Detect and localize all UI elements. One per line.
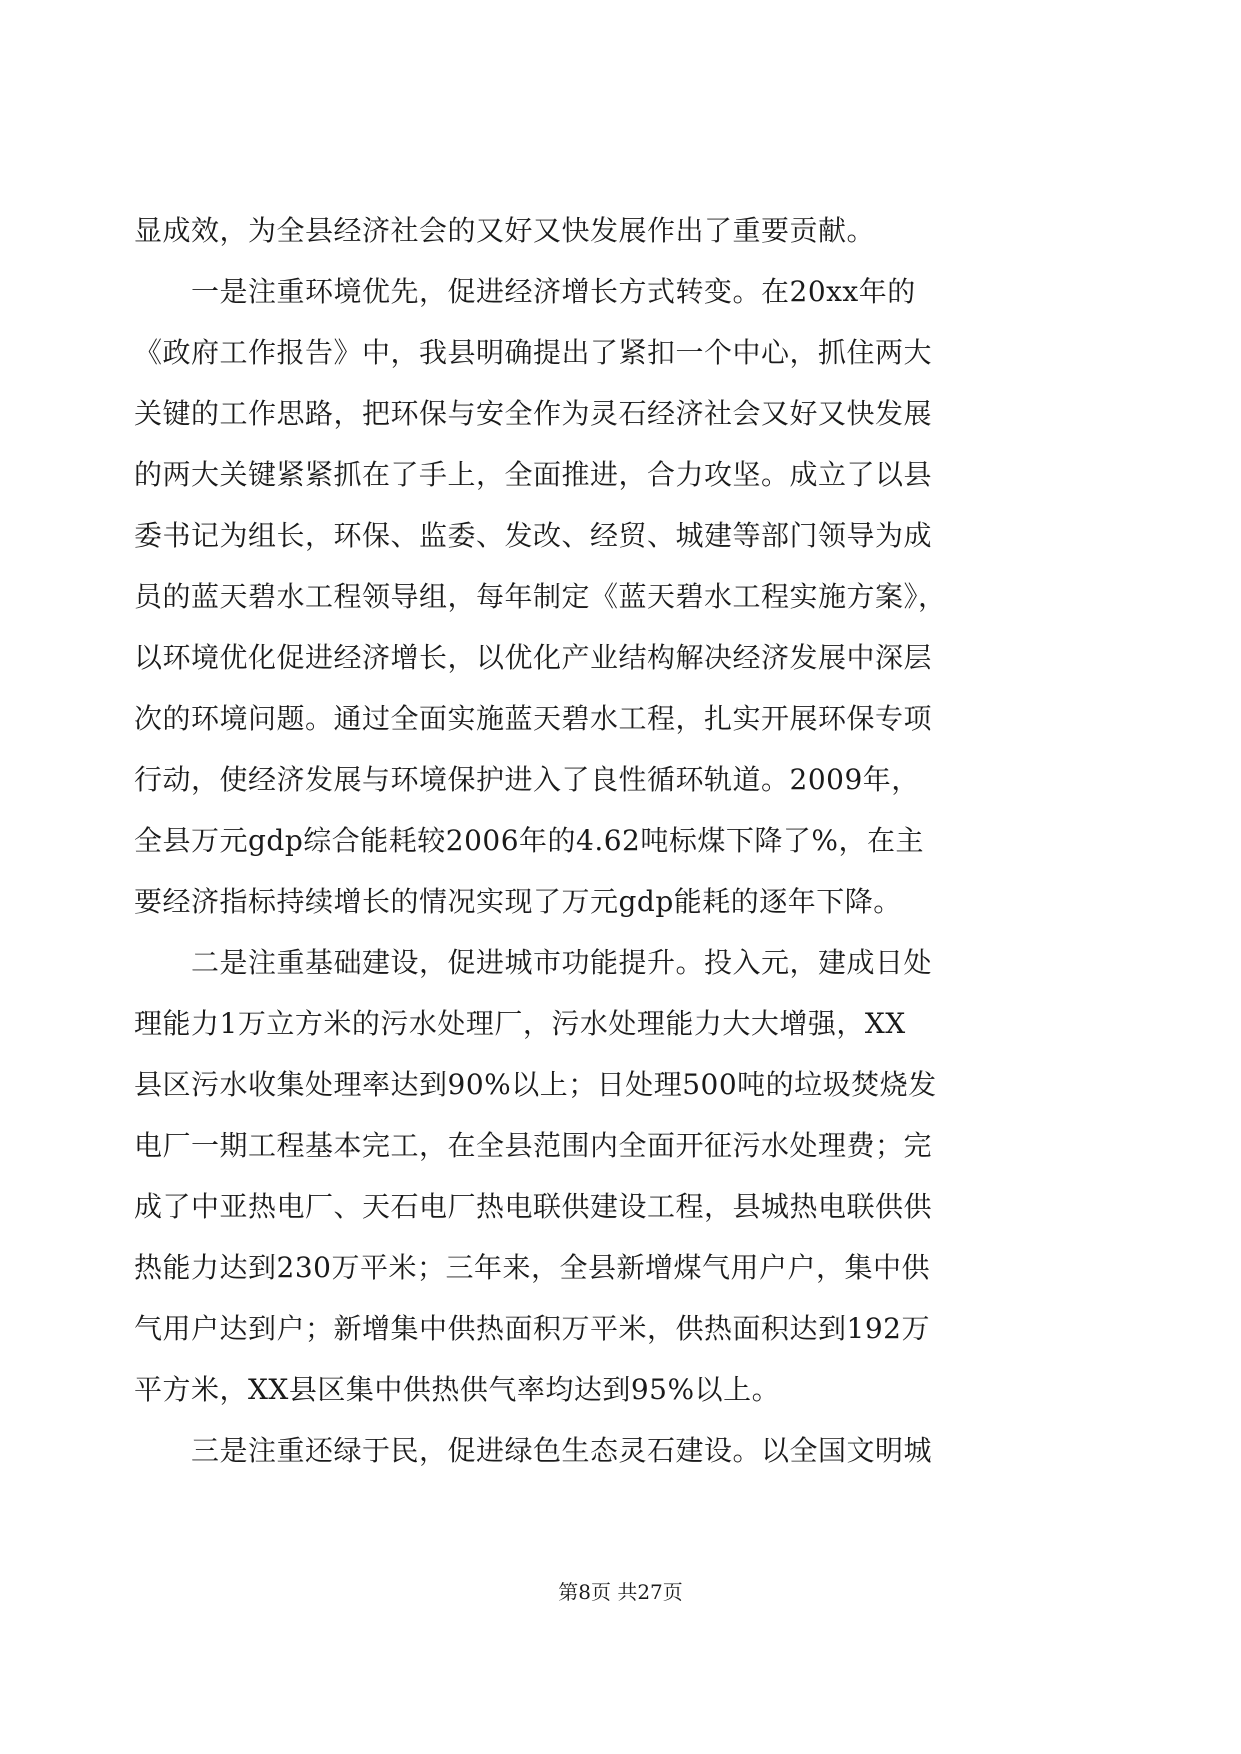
text-line: 理能力1万立方米的污水处理厂，污水处理能力大大增强，XX — [134, 1007, 906, 1040]
text-line: 次的环境问题。通过全面实施蓝天碧水工程，扎实开展环保专项 — [134, 702, 933, 735]
text-line: 关键的工作思路，把环保与安全作为灵石经济社会又好又快发展 — [134, 397, 933, 430]
text-line: 全县万元gdp综合能耗较2006年的4.62吨标煤下降了%，在主 — [134, 824, 924, 857]
text-line: 三是注重还绿于民，促进绿色生态灵石建设。以全国文明城 — [134, 1434, 933, 1467]
text-line: 行动，使经济发展与环境保护进入了良性循环轨道。2009年， — [134, 763, 920, 796]
text-line: 显成效，为全县经济社会的又好又快发展作出了重要贡献。 — [134, 214, 876, 247]
text-line: 以环境优化促进经济增长，以优化产业结构解决经济发展中深层 — [134, 641, 933, 674]
text-line: 一是注重环境优先，促进经济增长方式转变。在20xx年的 — [134, 275, 916, 308]
page-number-footer: 第8页 共27页 — [558, 1580, 683, 1604]
text-line: 成了中亚热电厂、天石电厂热电联供建设工程，县城热电联供供 — [134, 1190, 933, 1223]
text-line: 平方米，XX县区集中供热供气率均达到95%以上。 — [134, 1373, 781, 1406]
text-line: 气用户达到户；新增集中供热面积万平米，供热面积达到192万 — [134, 1312, 930, 1345]
body-text — [134, 200, 1094, 1481]
text-line: 的两大关键紧紧抓在了手上，全面推进，合力攻坚。成立了以县 — [134, 458, 933, 491]
text-line: 《政府工作报告》中，我县明确提出了紧扣一个中心，抓住两大 — [134, 336, 933, 369]
text-line: 电厂一期工程基本完工，在全县范围内全面开征污水处理费；完 — [134, 1129, 933, 1162]
text-line: 要经济指标持续增长的情况实现了万元gdp能耗的逐年下降。 — [134, 885, 902, 918]
text-line: 二是注重基础建设，促进城市功能提升。投入元，建成日处 — [134, 946, 933, 979]
text-line: 县区污水收集处理率达到90%以上；日处理500吨的垃圾焚烧发 — [134, 1068, 937, 1101]
text-line: 热能力达到230万平米；三年来，全县新增煤气用户户，集中供 — [134, 1251, 930, 1284]
text-line: 委书记为组长，环保、监委、发改、经贸、城建等部门领导为成 — [134, 519, 933, 552]
text-line: 员的蓝天碧水工程领导组，每年制定《蓝天碧水工程实施方案》， — [134, 580, 947, 613]
